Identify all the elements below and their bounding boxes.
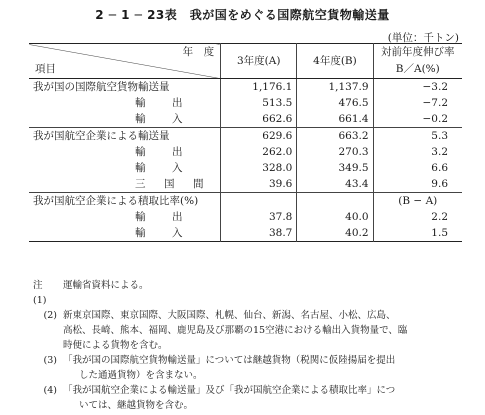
value-a: 1,176.1 [221,79,297,96]
value-growth: −0.2 [373,111,462,128]
header-corner-cell [29,44,221,79]
header-col-b: 4年度(B) [297,44,373,79]
freight-table [29,43,462,242]
footnote-mark: (4) [43,385,57,396]
value-b: 1,137.9 [297,79,373,96]
footnote-line: 「我が国航空企業による輸送量」及び「我が国航空企業による積取比率」につ [63,385,396,396]
header-col-a: 3年度(A) [221,44,297,79]
footnote-line: いては、継越貨物を含む。 [79,400,194,411]
footnote-2 [33,308,463,353]
value-b: 349.5 [297,160,373,176]
value-growth: −3.2 [373,79,462,96]
value-growth: 9.6 [373,176,462,193]
footnote-mark: (2) [43,310,57,321]
footnote-line: 「我が国の国際航空貨物輸送量」については継越貨物（税関に仮陸揚届を提出 [63,355,396,366]
row-label: 輸 出 [135,146,191,158]
footnote-line: 高松、長崎、熊本、福岡、鹿児島及び那覇の15空港における輸出入貨物量で、臨 [63,325,408,336]
footnote-1 [33,278,463,308]
value-a: 262.0 [221,144,297,160]
value-a: 513.5 [221,95,297,111]
value-a: 328.0 [221,160,297,176]
value-b: 661.4 [297,111,373,128]
footnote-line: した通過貨物）を含まない。 [79,370,203,381]
footnote-mark: (3) [43,355,57,366]
footnote-3 [33,353,463,383]
value-b [297,193,373,210]
footnote-4 [33,383,463,413]
item-label: 項目 [35,63,56,75]
footnotes [33,278,463,413]
row-label: 我が国航空企業による積取比率(%) [33,195,199,207]
footnote-mark: 注 (1) [33,280,53,306]
table-row [29,144,462,160]
footnote-text: 運輸省資料による。 [63,280,149,291]
table-row [29,111,462,128]
value-a: 39.6 [221,176,297,193]
row-label: 三 国 間 [29,176,221,193]
value-growth: −7.2 [373,95,462,111]
table-row [29,209,462,225]
value-a: 38.7 [221,225,297,242]
value-b: 663.2 [297,128,373,145]
table-row [29,193,462,210]
header-col-c-line1: 対前年度伸び率 [373,44,462,62]
year-label: 年 度 [182,46,215,58]
table-title: 2 ─ 1 ─ 23表 我が国をめぐる国際航空貨物輸送量 [95,8,390,22]
unit-label: (単位：千トン) [387,32,459,44]
row-label: 輸 出 [135,211,191,223]
value-growth: (B − A) [373,193,462,210]
row-label: 我が国航空企業による輸送量 [33,130,170,142]
row-label: 輸 入 [135,227,191,239]
value-b: 270.3 [297,144,373,160]
value-growth: 2.2 [373,209,462,225]
row-label: 輸 入 [29,111,221,128]
value-b: 43.4 [297,176,373,193]
footnote-text [63,383,463,413]
table-row [29,128,462,145]
footnote-text [63,308,463,353]
value-growth: 1.5 [373,225,462,242]
value-growth: 5.3 [373,128,462,145]
table-row [29,160,462,176]
table-row [29,225,462,242]
value-a: 662.6 [221,111,297,128]
row-label: 我が国の国際航空貨物輸送量 [33,81,170,93]
footnote-text [63,353,463,383]
value-b: 40.2 [297,225,373,242]
table-row [29,176,462,193]
table-row [29,79,462,96]
value-a [221,193,297,210]
value-b: 476.5 [297,95,373,111]
row-label: 輸 入 [135,162,191,174]
footnote-line: 時便による貨物を含む。 [63,340,168,351]
value-b: 40.0 [297,209,373,225]
value-a: 629.6 [221,128,297,145]
value-a: 37.8 [221,209,297,225]
header-col-c-line2: B／A(%) [373,61,462,79]
row-label: 輸 出 [135,97,191,109]
value-growth: 3.2 [373,144,462,160]
header-row [29,44,462,62]
footnote-line: 新東京国際、東京国際、大阪国際、札幌、仙台、新潟、名古屋、小松、広島、 [63,310,396,321]
value-growth: 6.6 [373,160,462,176]
table-row [29,95,462,111]
